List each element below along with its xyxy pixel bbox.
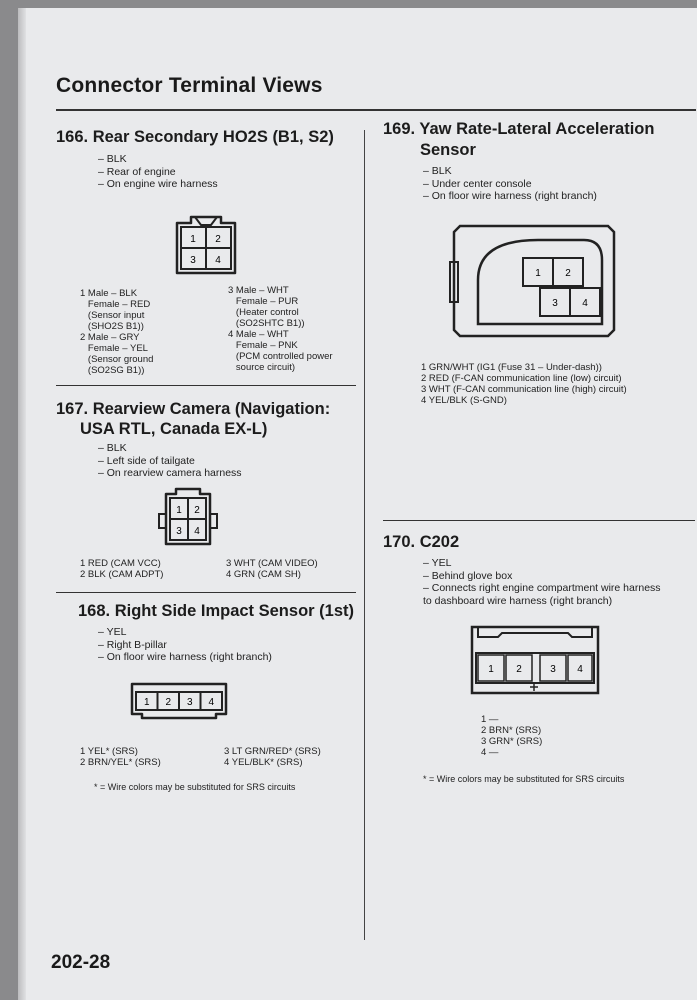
desc-harness: – Connects right engine compartment wire harness xyxy=(423,582,661,594)
terminal-2-label: 2 xyxy=(516,664,522,675)
terminal-2-label: 2 xyxy=(215,234,221,245)
terminal-3-label: 3 xyxy=(176,526,182,537)
terminal-3-label: 3 xyxy=(552,298,558,309)
terminal-1-label: 1 xyxy=(176,505,182,516)
terminal-1-label: 1 xyxy=(535,268,541,279)
desc-color: – YEL xyxy=(423,557,452,569)
terminal-1-label: 1 xyxy=(143,697,150,708)
terminal-4-label: 4 xyxy=(215,255,221,266)
section-rule xyxy=(56,385,356,386)
terminal-4-label: 4 xyxy=(194,526,200,537)
page-binding-edge xyxy=(18,8,26,1000)
terminal-4-label: 4 xyxy=(208,697,215,708)
section-167-pins-left: 1 RED (CAM VCC) 2 BLK (CAM ADPT) xyxy=(80,558,164,580)
terminal-3-label: 3 xyxy=(550,664,556,675)
section-166-pins-left: 1 Male – BLK Female – RED (Sensor input (SHO2S B1)) 2 Male – GRY Female – YEL (Sensor ground (SO2SG B1)) xyxy=(80,288,154,376)
desc-harness: – On rearview camera harness xyxy=(98,467,242,479)
page-number: 202-28 xyxy=(51,952,111,973)
section-167-desc xyxy=(98,442,242,480)
terminal-2-label: 2 xyxy=(165,697,172,708)
section-167-pins-right: 3 WHT (CAM VIDEO) 4 GRN (CAM SH) xyxy=(226,558,318,580)
section-169-title-line1: 169. Yaw Rate-Lateral Acceleration xyxy=(383,120,655,138)
connector-166-diagram xyxy=(173,213,239,279)
section-166-title: 166. Rear Secondary HO2S (B1, S2) xyxy=(56,128,334,146)
desc-location: – Left side of tailgate xyxy=(98,454,195,467)
terminal-4-label: 4 xyxy=(582,298,588,309)
page-title: Connector Terminal Views xyxy=(56,74,323,97)
section-168-pins-right: 3 LT GRN/RED* (SRS) 4 YEL/BLK* (SRS) xyxy=(224,746,321,768)
terminal-4-label: 4 xyxy=(577,664,583,675)
section-170-title: 170. C202 xyxy=(383,533,460,551)
desc-harness: – On floor wire harness (right branch) xyxy=(423,190,597,202)
terminal-2-label: 2 xyxy=(194,505,200,516)
desc-location: – Rear of engine xyxy=(98,165,176,178)
section-169-pins: 1 GRN/WHT (IG1 (Fuse 31 – Under-dash)) 2 RED (F-CAN communication line (low) circuit) 3 WHT (F-CAN communication line (high) circuit) 4 YEL/BLK (S-GND) xyxy=(421,362,627,406)
desc-location: – Behind glove box xyxy=(423,569,513,582)
desc-color: – BLK xyxy=(98,442,127,454)
section-170-pins: 1 — 2 BRN* (SRS) 3 GRN* (SRS) 4 — xyxy=(481,714,543,758)
terminal-2-label: 2 xyxy=(565,268,571,279)
terminal-3-label: 3 xyxy=(186,697,193,708)
connector-168-diagram xyxy=(128,680,230,720)
section-168-note: * = Wire colors may be substituted for SRS circuits xyxy=(94,782,296,792)
column-divider xyxy=(364,130,365,940)
desc-harness: – On floor wire harness (right branch) xyxy=(98,651,272,663)
desc-location: – Right B-pillar xyxy=(98,638,167,651)
section-rule xyxy=(383,520,695,521)
terminal-3-label: 3 xyxy=(190,255,196,266)
desc-location: – Under center console xyxy=(423,177,532,190)
section-170-note: * = Wire colors may be substituted for SRS circuits xyxy=(423,774,625,784)
desc-color: – YEL xyxy=(98,626,127,638)
section-166-desc xyxy=(98,153,218,191)
desc-harness-cont: to dashboard wire harness (right branch) xyxy=(423,594,613,607)
section-166-pins-right: 3 Male – WHT Female – PUR (Heater control (SO2SHTC B1)) 4 Male – WHT Female – PNK (PCM controlled power source circuit) xyxy=(228,285,333,373)
section-168-title: 168. Right Side Impact Sensor (1st) xyxy=(78,602,354,620)
section-167-title-line2: USA RTL, Canada EX-L) xyxy=(80,420,268,438)
section-168-desc xyxy=(98,626,272,664)
manual-page xyxy=(18,8,697,1000)
terminal-1-label: 1 xyxy=(488,664,494,675)
section-rule xyxy=(56,592,356,593)
connector-167-diagram xyxy=(156,486,220,552)
desc-color: – BLK xyxy=(423,165,452,177)
section-167-title-line1: 167. Rearview Camera (Navigation: xyxy=(56,400,331,418)
header-rule xyxy=(56,109,696,111)
section-170-desc xyxy=(423,557,661,607)
desc-harness: – On engine wire harness xyxy=(98,178,218,190)
section-169-desc xyxy=(423,165,597,203)
connector-170-diagram xyxy=(468,623,602,697)
desc-color: – BLK xyxy=(98,153,127,165)
terminal-1-label: 1 xyxy=(190,234,196,245)
section-169-title-line2: Sensor xyxy=(420,141,476,159)
connector-169-diagram xyxy=(448,220,620,342)
section-168-pins-left: 1 YEL* (SRS) 2 BRN/YEL* (SRS) xyxy=(80,746,161,768)
